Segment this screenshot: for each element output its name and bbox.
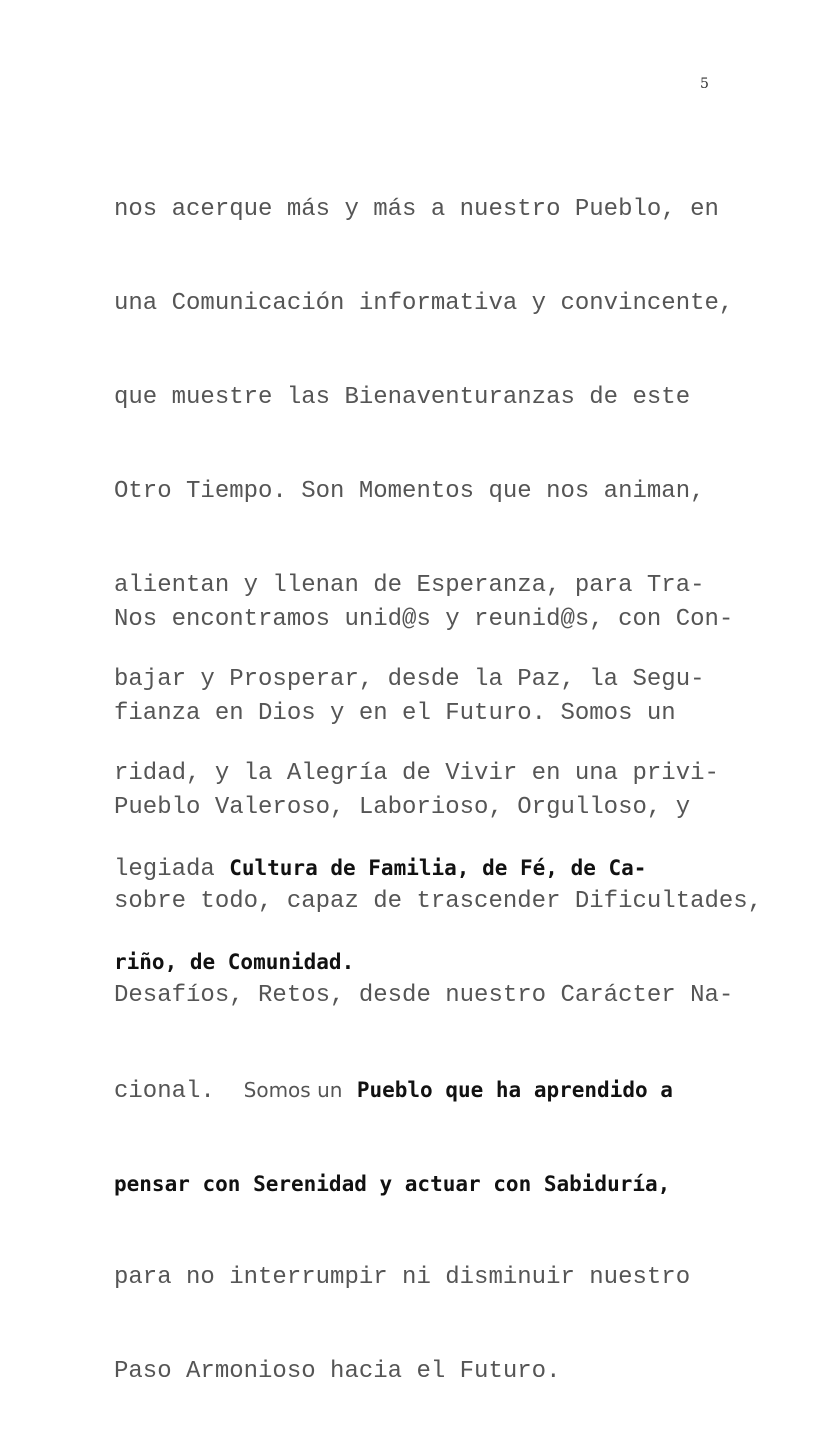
paragraph-line: nos acerque más y más a nuestro Pueblo, en: [114, 196, 719, 223]
bold-emphasis: Pueblo que ha aprendido a: [356, 1078, 673, 1102]
paragraph-line: bajar y Prosperar, desde la Paz, la Segu-: [114, 666, 705, 693]
paragraph-line-mixed: [114, 1174, 762, 1214]
paragraph-text-sans: Somos un: [243, 1078, 343, 1102]
paragraph-line: Paso Armonioso hacia el Futuro.: [114, 1358, 561, 1385]
paragraph-line: Desafíos, Retos, desde nuestro Carácter Na-: [114, 982, 734, 1009]
paragraph-2: [114, 556, 762, 1429]
paragraph-line: para no interrumpir ni disminuir nuestro: [114, 1264, 691, 1291]
paragraph-text: legiada: [114, 856, 230, 883]
bold-emphasis: pensar con Serenidad y actuar con Sabiduría,: [114, 1172, 671, 1196]
bold-emphasis: Cultura de Familia, de Fé, de Ca-: [229, 856, 647, 880]
paragraph-line: fianza en Dios y en el Futuro. Somos un: [114, 700, 676, 727]
paragraph-line: sobre todo, capaz de trascender Dificultades,: [114, 888, 763, 915]
paragraph-line: ridad, y la Alegría de Vivir en una privi-: [114, 760, 719, 787]
paragraph-line: Otro Tiempo. Son Momentos que nos animan,: [114, 478, 705, 505]
paragraph-text: cional.: [114, 1078, 215, 1105]
paragraph-line: una Comunicación informativa y convincente,: [114, 290, 734, 317]
paragraph-line: Pueblo Valeroso, Laborioso, Orgulloso, y: [114, 794, 691, 821]
paragraph-line: Nos encontramos unid@s y reunid@s, con Con-: [114, 606, 734, 633]
page-number: 5: [700, 76, 709, 92]
paragraph-line-mixed: [114, 1080, 762, 1120]
paragraph-line: alientan y llenan de Esperanza, para Tra-: [114, 572, 705, 599]
paragraph-line: que muestre las Bienaventuranzas de este: [114, 384, 691, 411]
bold-emphasis: riño, de Comunidad.: [114, 950, 355, 974]
